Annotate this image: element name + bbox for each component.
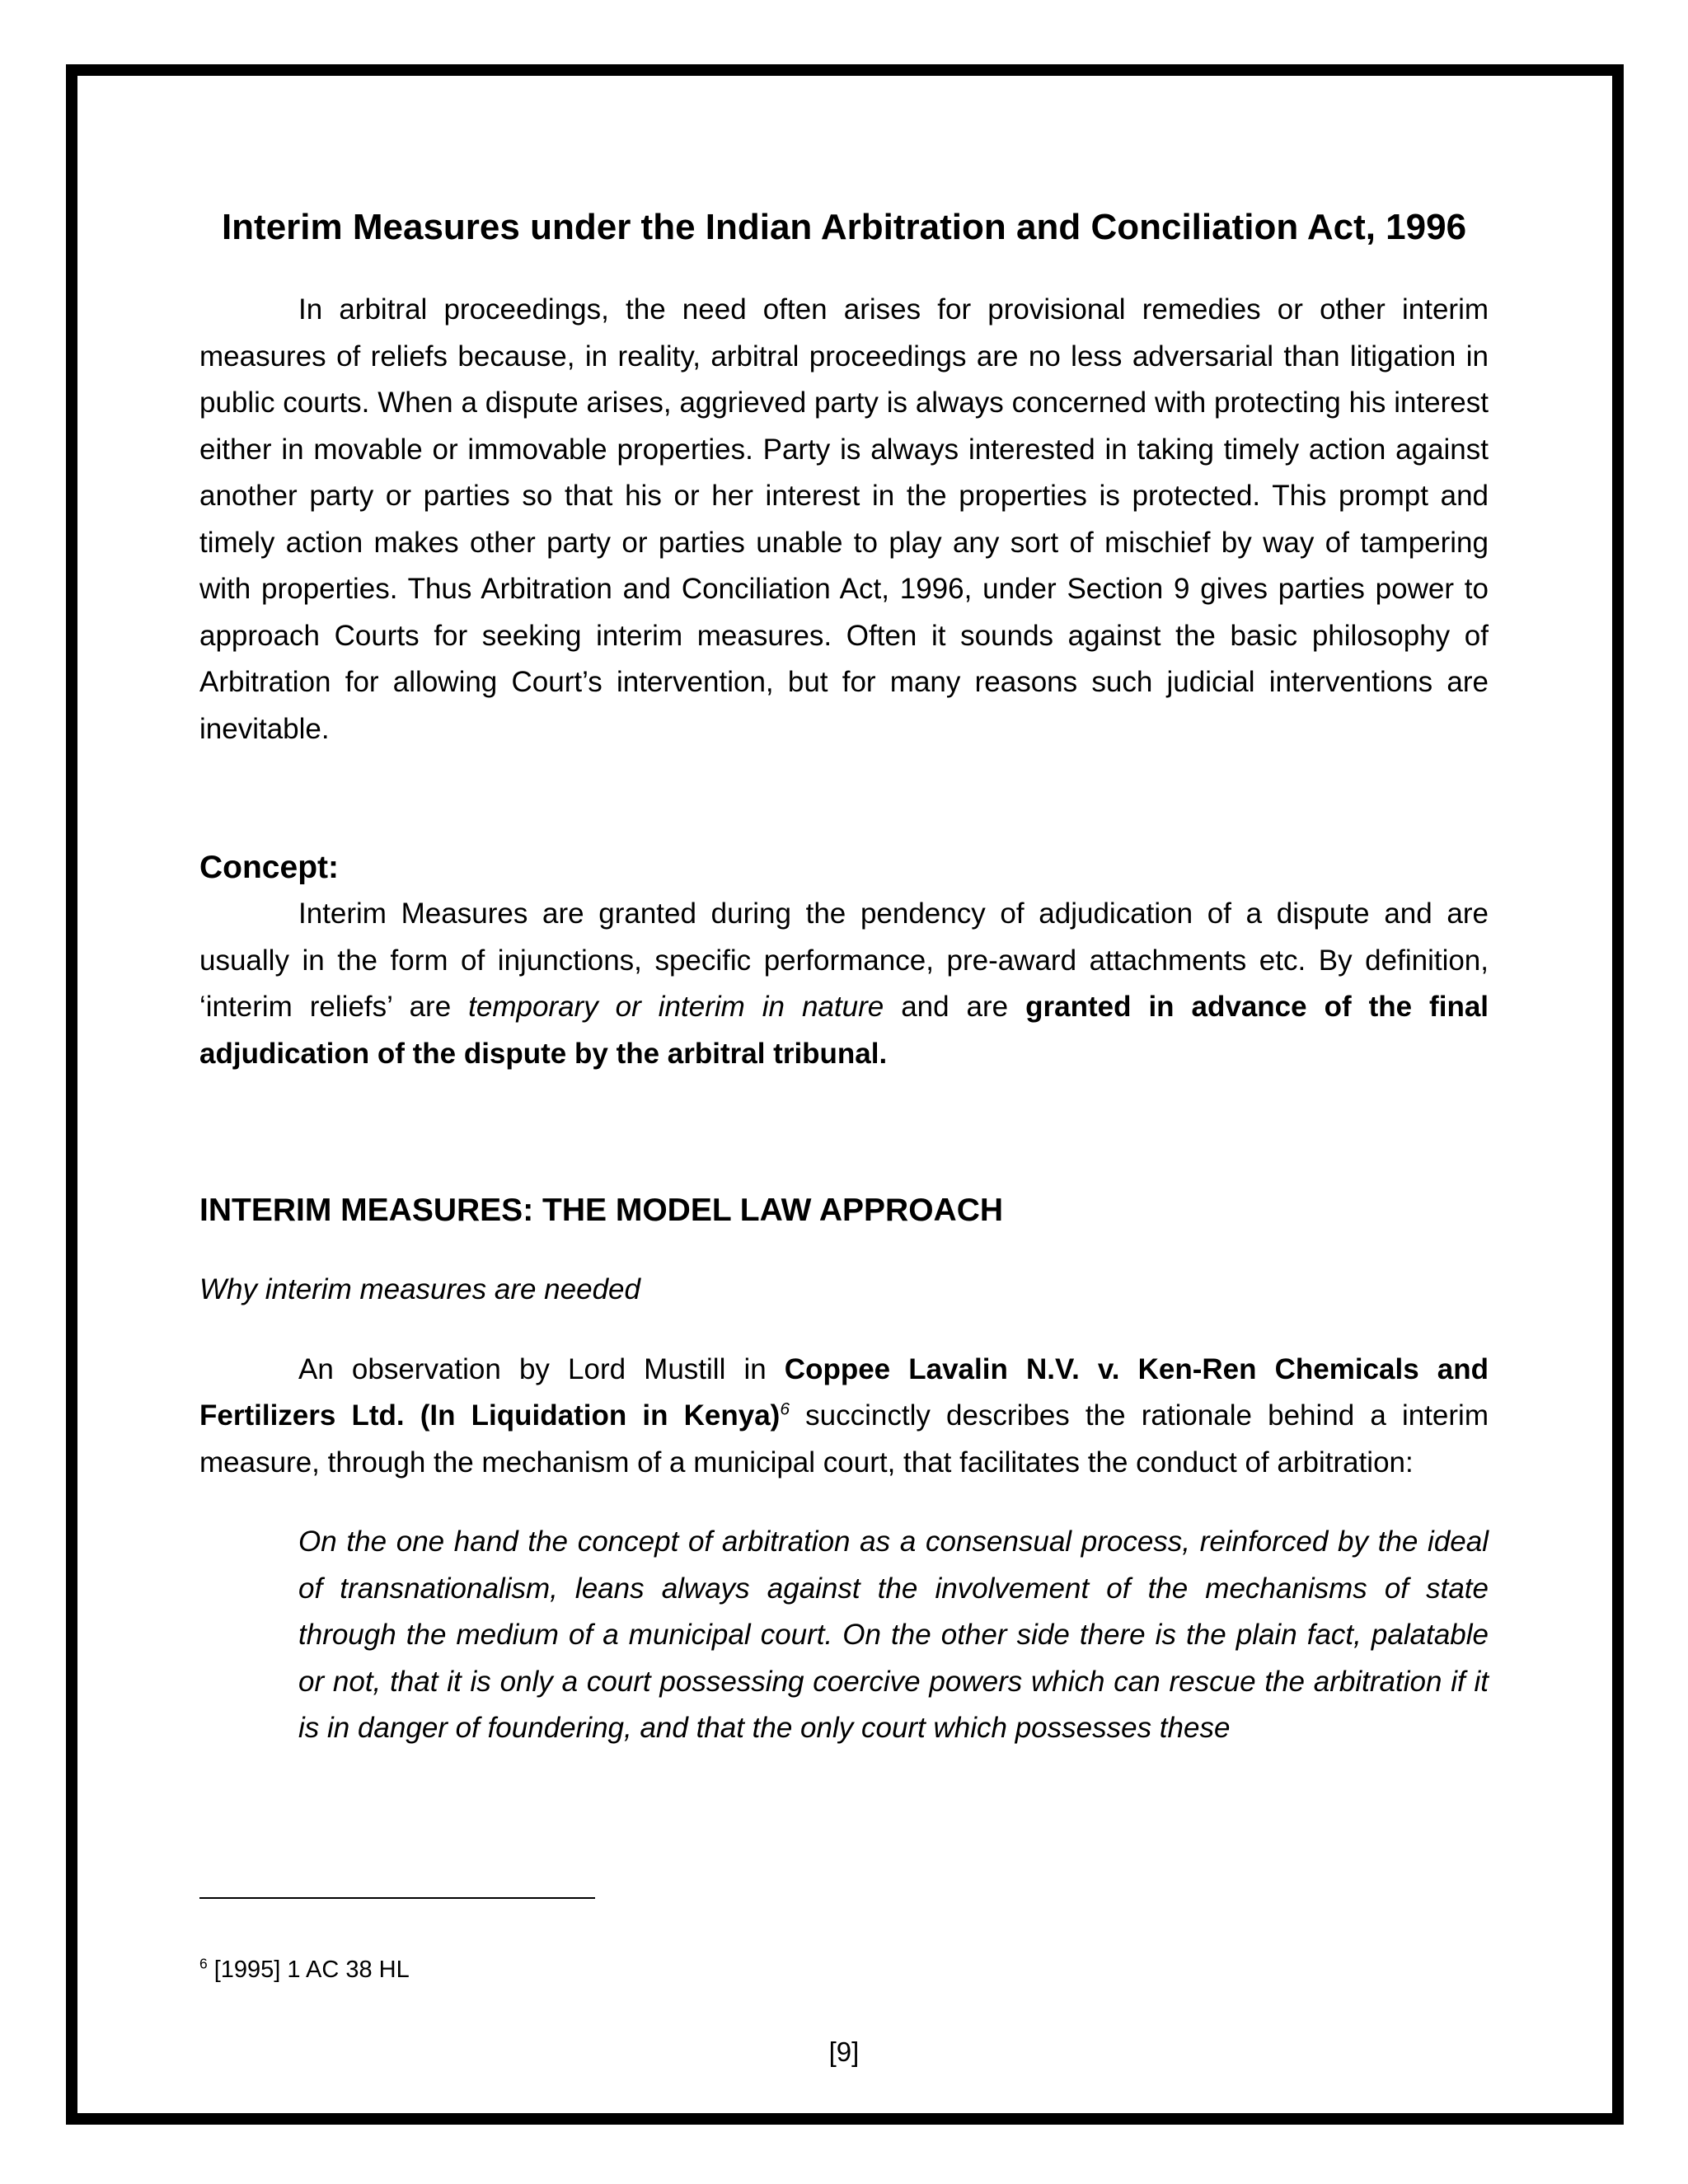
concept-text-2: and are [884,991,1026,1023]
intro-paragraph: In arbitral proceedings, the need often arises for provisional remedies or other interim measures of reliefs because, in reality, arbitral proceedings are no less adversarial than litigation in public courts. When a dispute arises, aggrieved party is always concerned with protecting his interest either in movable or immovable properties. Party is always interested in taking timely action against another party or parties so that his or her interest in the properties is protected. This prompt and timely action makes other party or parties unable to play any sort of mischief by way of tampering with properties. Thus Arbitration and Conciliation Act, 1996, under Section 9 gives parties power to approach Courts for seeking interim measures. Often it sounds against the basic philosophy of Arbitration for allowing Court’s intervention, but for many reasons such judicial interventions are inevitable. [199,293,1489,745]
concept-italic-phrase: temporary or interim in nature [468,991,884,1023]
observation-text-1: An observation by Lord Mustill in [298,1352,785,1385]
concept-bold-phrase: granted in advance of the final adjudication of the dispute by the arbitral tribunal. [199,991,1489,1070]
concept-heading: Concept: [199,850,339,885]
footnote-number: 6 [199,1955,208,1972]
concept-text-1: Interim Measures are granted during the pendency of adjudication of a dispute and are usually in the form of injunctions, specific performance, pre-award attachments etc. By definition, ‘interim reliefs’ are [199,898,1489,1023]
model-law-subheading: Why interim measures are needed [199,1273,640,1305]
footnote-separator [199,1897,595,1899]
concept-paragraph [199,891,1489,1077]
document-title: Interim Measures under the Indian Arbitration and Conciliation Act, 1996 [221,207,1467,247]
page-content [199,196,1489,1752]
model-law-heading: INTERIM MEASURES: THE MODEL LAW APPROACH [199,1193,1004,1228]
footnote [199,1953,410,1986]
observation-paragraph [199,1347,1489,1487]
observation-text-2: succinctly describes the rationale behind a interim measure, through the mechanism of a municipal court, that facilitates the conduct of arbitration: [199,1399,1489,1479]
footnote-reference[interactable]: 6 [780,1399,790,1419]
case-name: Coppee Lavalin N.V. v. Ken-Ren Chemicals and Fertilizers Ltd. (In Liquidation in Kenya) [199,1352,1489,1432]
page-number: [9] [828,2036,860,2067]
footnote-text: [1995] 1 AC 38 HL [207,1957,410,1983]
block-quote: On the one hand the concept of arbitration as a consensual process, reinforced by the ideal of transnationalism, leans always against the involvement of the mechanisms of state through the medium of a municipal court. On the other side there is the plain fact, palatable or not, that it is only a court possessing coercive powers which can rescue the arbitration if it is in danger of foundering, and that the only court which possesses these [298,1526,1489,1744]
